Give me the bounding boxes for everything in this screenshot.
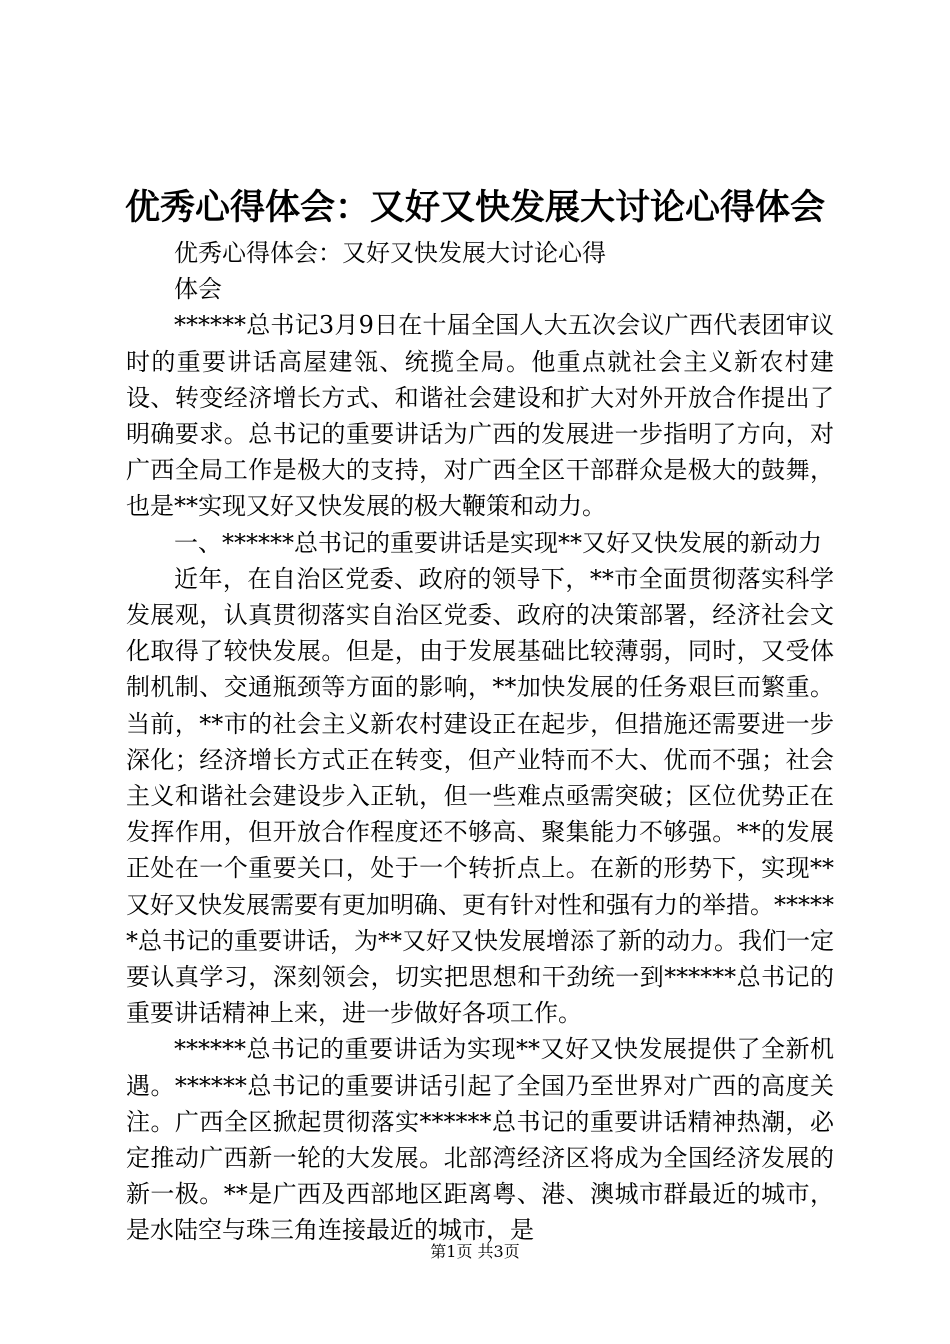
page-number-footer: 第1页 共3页 xyxy=(430,1242,520,1261)
document-subtitle: 优秀心得体会：又好又快发展大讨论心得体会 xyxy=(174,239,606,304)
paragraph: ******总书记的重要讲话为实现**又好又快发展提供了全新机遇。******总书记的重要讲话引起了全国乃至世界对广西的高度关注。广西全区掀起贯彻落实******总书记的重要讲话精神热潮，必定推动广西新一轮的大发展。北部湾经济区将成为全国经济发展的新一极。**是广西及西部地区距离粤、港、澳城市群最近的城市，是水陆空与珠三角连接最近的城市，是 xyxy=(126,1035,834,1245)
paragraph: ******总书记3月9日在十届全国人大五次会议广西代表团审议时的重要讲话高屋建瓴、统揽全局。他重点就社会主义新农村建设、转变经济增长方式、和谐社会建设和扩大对外开放合作提出了明确要求。总书记的重要讲话为广西的发展进一步指明了方向，对广西全局工作是极大的支持，对广西全区干部群众是极大的鼓舞，也是**实现又好又快发展的极大鞭策和动力。 xyxy=(126,311,834,521)
document-title: 优秀心得体会：又好又快发展大讨论心得体会 xyxy=(124,187,825,228)
section-heading: 一、******总书记的重要讲话是实现**又好又快发展的新动力 xyxy=(174,528,822,557)
document-body xyxy=(126,235,834,1249)
paragraph: 近年，在自治区党委、政府的领导下，**市全面贯彻落实科学发展观，认真贯彻落实自治区党委、政府的决策部署，经济社会文化取得了较快发展。但是，由于发展基础比较薄弱，同时，又受体制机制、交通瓶颈等方面的影响，**加快发展的任务艰巨而繁重。当前，**市的社会主义新农村建设正在起步，但措施还需要进一步深化；经济增长方式正在转变，但产业特而不大、优而不强；社会主义和谐社会建设步入正轨，但一些难点亟需突破；区位优势正在发挥作用，但开放合作程度还不够高、聚集能力不够强。**的发展正处在一个重要关口，处于一个转折点上。在新的形势下，实现**又好又快发展需要有更加明确、更有针对性和强有力的举措。******总书记的重要讲话，为**又好又快发展增添了新的动力。我们一定要认真学习，深刻领会，切实把思想和干劲统一到******总书记的重要讲话精神上来，进一步做好各项工作。 xyxy=(126,564,834,1028)
